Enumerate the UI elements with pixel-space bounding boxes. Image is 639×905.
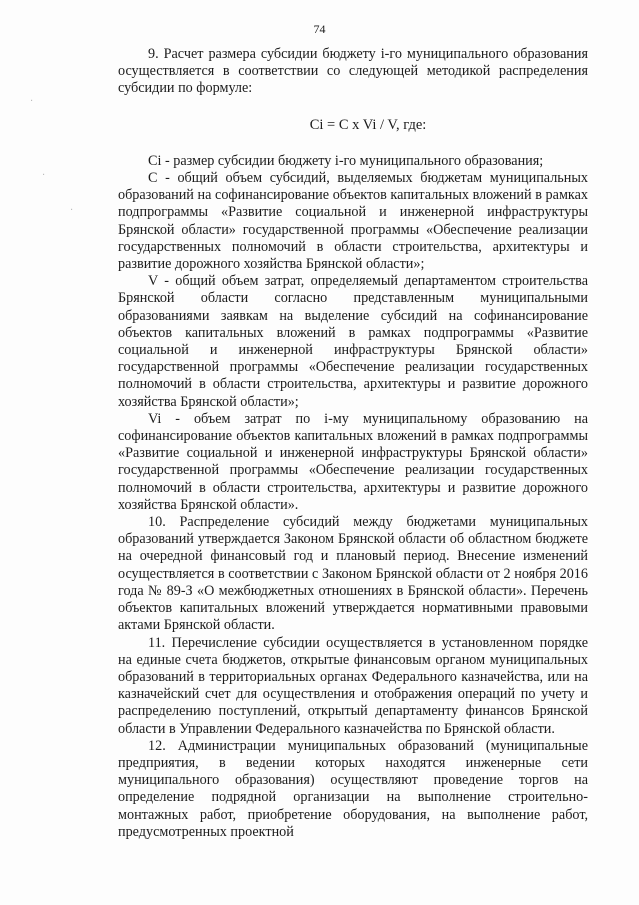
paragraph-10: 10. Распределение субсидий между бюджетами муниципальных образований утверждается Законом Брянской области об областном бюджете на очередной финансовый год и плановый период. Внесение изменений осуществляется в соответствии с Законом Брянской области от 2 ноября 2016 года № 89-З «О межбюджетных отношениях в Брянской области». Перечень объектов капитальных вложений утверждается нормативными правовыми актами Брянской области. [118,514,588,634]
formula: Ci = C x Vi / V, где: [309,116,427,133]
scan-speck: · [70,205,74,216]
paragraph-9: 9. Расчет размера субсидии бюджету i-го муниципального образования осуществляется в соответствии со следующей методикой распределения субсидии по формуле: [118,46,588,97]
scan-speck: · [30,96,34,107]
page-number: 74 [313,22,326,36]
definition-v: V - общий объем затрат, определяемый департаментом строительства Брянской области согласно представленным муниципальными образованиями заявкам на выделение субсидий на софинансирование объектов капитальных вложений в рамках подпрограммы «Развитие социальной и инженерной инфраструктуры Брянской области» государственной программы «Обеспечение реализации государственных полномочий в области строительства, архитектуры и развитие дорожного хозяйства Брянской области»; [118,273,588,410]
paragraph-11: 11. Перечисление субсидии осуществляется в установленном порядке на единые счета бюджетов, открытые финансовым органом муниципальных образований в территориальных органах Федерального казначейства, или на казначейский счет для осуществления и отображения операций по учету и распределению поступлений, открытый департаменту финансов Брянской области в Управлении Федерального казначейства по Брянской области. [118,634,588,737]
paragraph-12: 12. Администрации муниципальных образований (муниципальные предприятия, в ведении которых находятся инженерные сети муниципального образования) осуществляют проведение торгов на определение подрядной организации на выполнение строительно-монтажных работ, приобретение оборудования, на выполнение работ, предусмотренных проектной [118,737,588,840]
definition-ci: Ci - размер субсидии бюджету i-го муниципального образования; [148,152,544,169]
definition-vi: Vi - объем затрат по i-му муниципальному образованию на софинансирование объектов капитальных вложений в рамках подпрограммы «Развитие социальной и инженерной инфраструктуры Брянской области» государственной программы «Обеспечение реализации государственных полномочий в области строительства, архитектуры и развитие дорожного хозяйства Брянской области». [118,410,588,513]
definition-c: С - общий объем субсидий, выделяемых бюджетам муниципальных образований на софинансирование объектов капитальных вложений в рамках подпрограммы «Развитие социальной и инженерной инфраструктуры Брянской области» государственной программы «Обеспечение реализации государственных полномочий в области строительства, архитектуры и развитие дорожного хозяйства Брянской области»; [118,170,588,273]
scan-speck: · [42,170,46,181]
document-body [118,46,588,841]
